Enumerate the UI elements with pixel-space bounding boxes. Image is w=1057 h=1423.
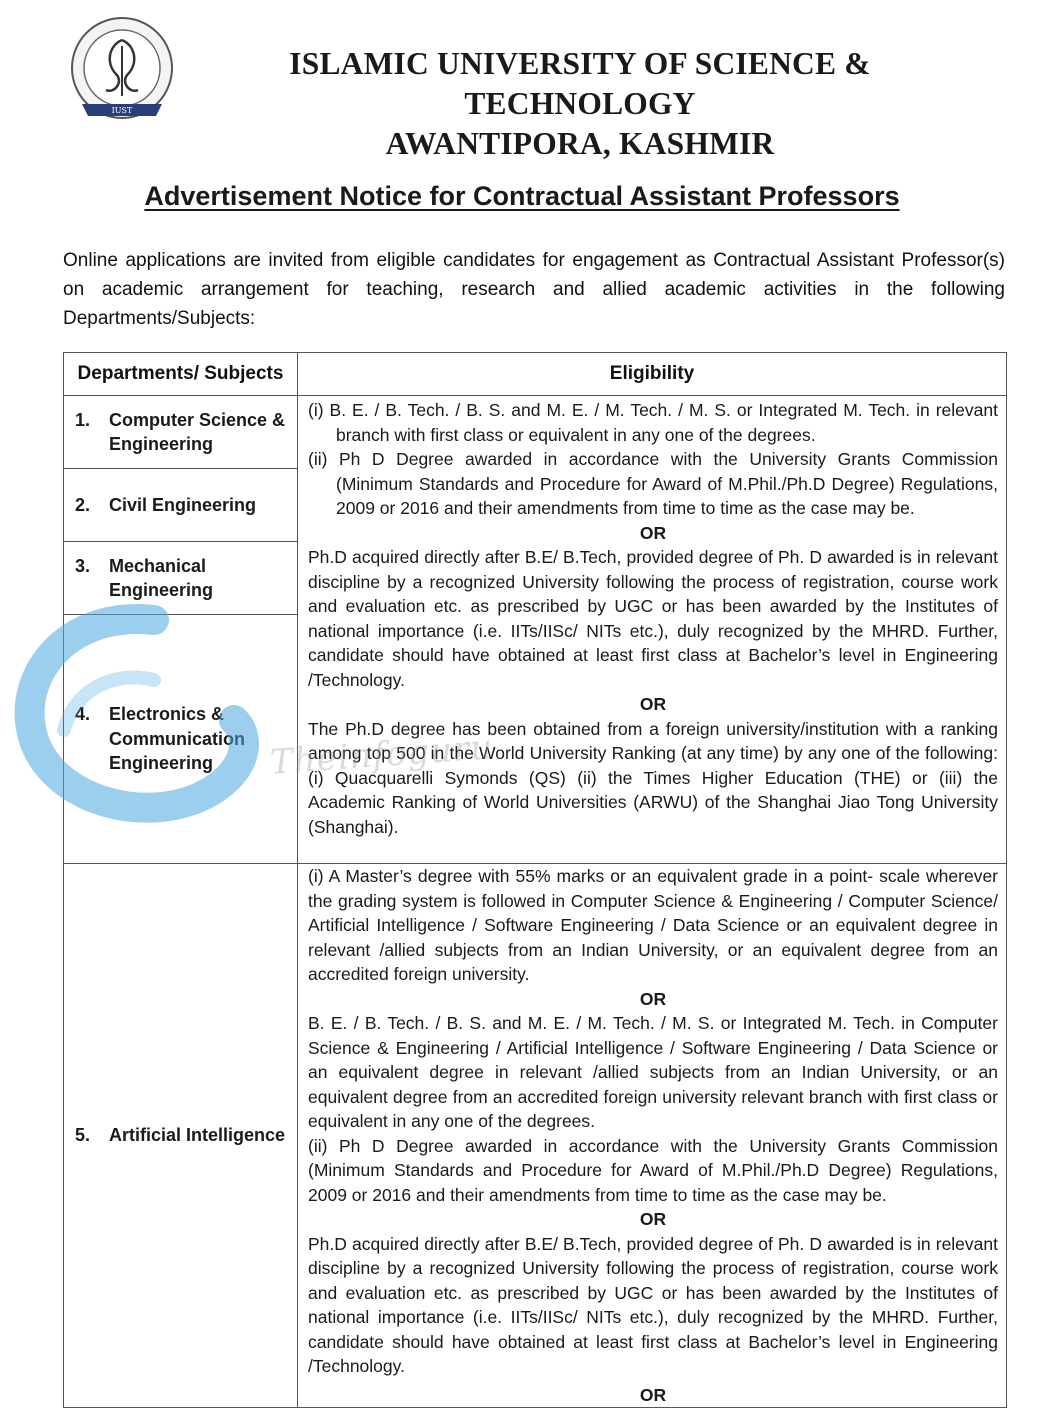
eligibility-alternative: B. E. / B. Tech. / B. S. and M. E. / M. Tech. / M. S. or Integrated M. Tech. in Computer Science & Engineering / Artificial Intelligence / Software Engineering / Data Science or an equivalent degree in relevant /allied subjects from an Indian University, or an equivalent degree from an accredited foreign university relevant branch with first class or equivalent in any one of the degrees.	[308, 1013, 998, 1131]
table-row	[64, 396, 1007, 469]
university-name-line1: ISLAMIC UNIVERSITY OF SCIENCE & TECHNOLOGY	[289, 46, 871, 121]
eligibility-cell-group1	[298, 396, 1007, 864]
eligibility-item: (ii) Ph D Degree awarded in accordance with the University Grants Commission (Minimum Standards and Procedure for Award of M.Phil./Ph.D Degree) Regulations, 2009 or 2016 and their amendments from time to time as the case may be.	[308, 449, 998, 518]
header	[0, 0, 1057, 161]
or-separator: OR	[639, 1384, 667, 1405]
eligibility-alternative: Ph.D acquired directly after B.E/ B.Tech, provided degree of Ph. D awarded is in relevant discipline by a recognized University following the process of registration, course work and evaluation etc. as prescribed by UGC or has been awarded by the Institutes of national importance (i.e. IITs/IISc/ NITs etc.), duly recognized by the MHRD. Further, candidate should have obtained at least first class at Bachelor’s level in Engineering /Technology.	[308, 547, 998, 690]
table-row	[64, 864, 1007, 1408]
watermark-text: Theinfoguru	[268, 727, 495, 783]
eligibility-table	[63, 352, 1007, 1408]
header-eligibility: Eligibility	[298, 353, 1007, 396]
university-name-line2: AWANTIPORA, KASHMIR	[385, 126, 775, 161]
university-name	[185, 44, 975, 164]
notice-title: Advertisement Notice for Contractual Assistant Professors	[144, 181, 900, 211]
dept-cell	[64, 615, 298, 864]
dept-number: 1.	[75, 409, 91, 430]
eligibility-alternative: The Ph.D degree has been obtained from a foreign university/institution with a ranking among top 500 in the World University Ranking (at any time) by any one of the following: (i) Quacquarelli Symonds (QS) (ii) the Times Higher Education (THE) or (iii) the Academic Ranking of World Universities (ARWU) of the Shanghai Jiao Tong University (Shanghai).	[308, 718, 998, 837]
dept-cell	[64, 396, 298, 469]
table-header-row	[64, 353, 1007, 396]
or-separator: OR	[639, 1209, 667, 1229]
dept-cell	[64, 864, 298, 1408]
eligibility-cell-group2	[298, 864, 1007, 1408]
eligibility-item: (i) B. E. / B. Tech. / B. S. and M. E. / M. Tech. / M. S. or Integrated M. Tech. in relevant branch with first class or equivalent in any one of the degrees.	[308, 400, 998, 445]
dept-name: Civil Engineering	[109, 494, 257, 515]
intro-paragraph: Online applications are invited from eligible candidates for engagement as Contractual Assistant Professor(s) on academic arrangement for teaching, research and allied academic activities in the following Departments/Subjects:	[63, 250, 1005, 329]
eligibility-item: (ii) Ph D Degree awarded in accordance with the University Grants Commission (Minimum Standards and Procedure for Award of M.Phil./Ph.D Degree) Regulations, 2009 or 2016 and their amendments from time to time as the case may be.	[308, 1135, 998, 1205]
dept-name: Mechanical Engineering	[109, 555, 214, 600]
dept-number: 2.	[75, 494, 91, 515]
eligibility-alternative: Ph.D acquired directly after B.E/ B.Tech, provided degree of Ph. D awarded is in relevant discipline by a recognized University following the process of registration, course work and evaluation etc. as prescribed by UGC or has been awarded by the Institutes of national importance (i.e. IITs/IISc/ NITs etc.), duly recognized by the MHRD. Further, candidate should have obtained at least first class at Bachelor’s level in Engineering /Technology.	[308, 1233, 998, 1376]
dept-name: Computer Science & Engineering	[109, 409, 286, 454]
or-separator: OR	[639, 988, 667, 1009]
eligibility-item: (i) A Master’s degree with 55% marks or an equivalent grade in a point- scale wherever the grading system is followed in Computer Science & Engineering / Computer Science/ Artificial Intelligence / Software Engineering / Data Science or an equivalent degree in relevant /allied subjects from an Indian University, or an equivalent degree from an accredited foreign university.	[308, 866, 998, 984]
dept-cell	[64, 469, 298, 542]
dept-cell	[64, 542, 298, 615]
dept-number: 5.	[75, 1125, 91, 1146]
header-departments: Departments/ Subjects	[64, 353, 298, 396]
dept-name: Artificial Intelligence	[109, 1125, 286, 1146]
university-seal-logo	[62, 16, 182, 128]
dept-name: Electronics & Communication Engineering	[109, 704, 246, 774]
svg-text:IUST: IUST	[111, 106, 133, 115]
or-separator: OR	[639, 694, 667, 714]
or-separator: OR	[639, 522, 667, 543]
dept-number: 4.	[75, 704, 91, 725]
dept-number: 3.	[75, 555, 91, 576]
